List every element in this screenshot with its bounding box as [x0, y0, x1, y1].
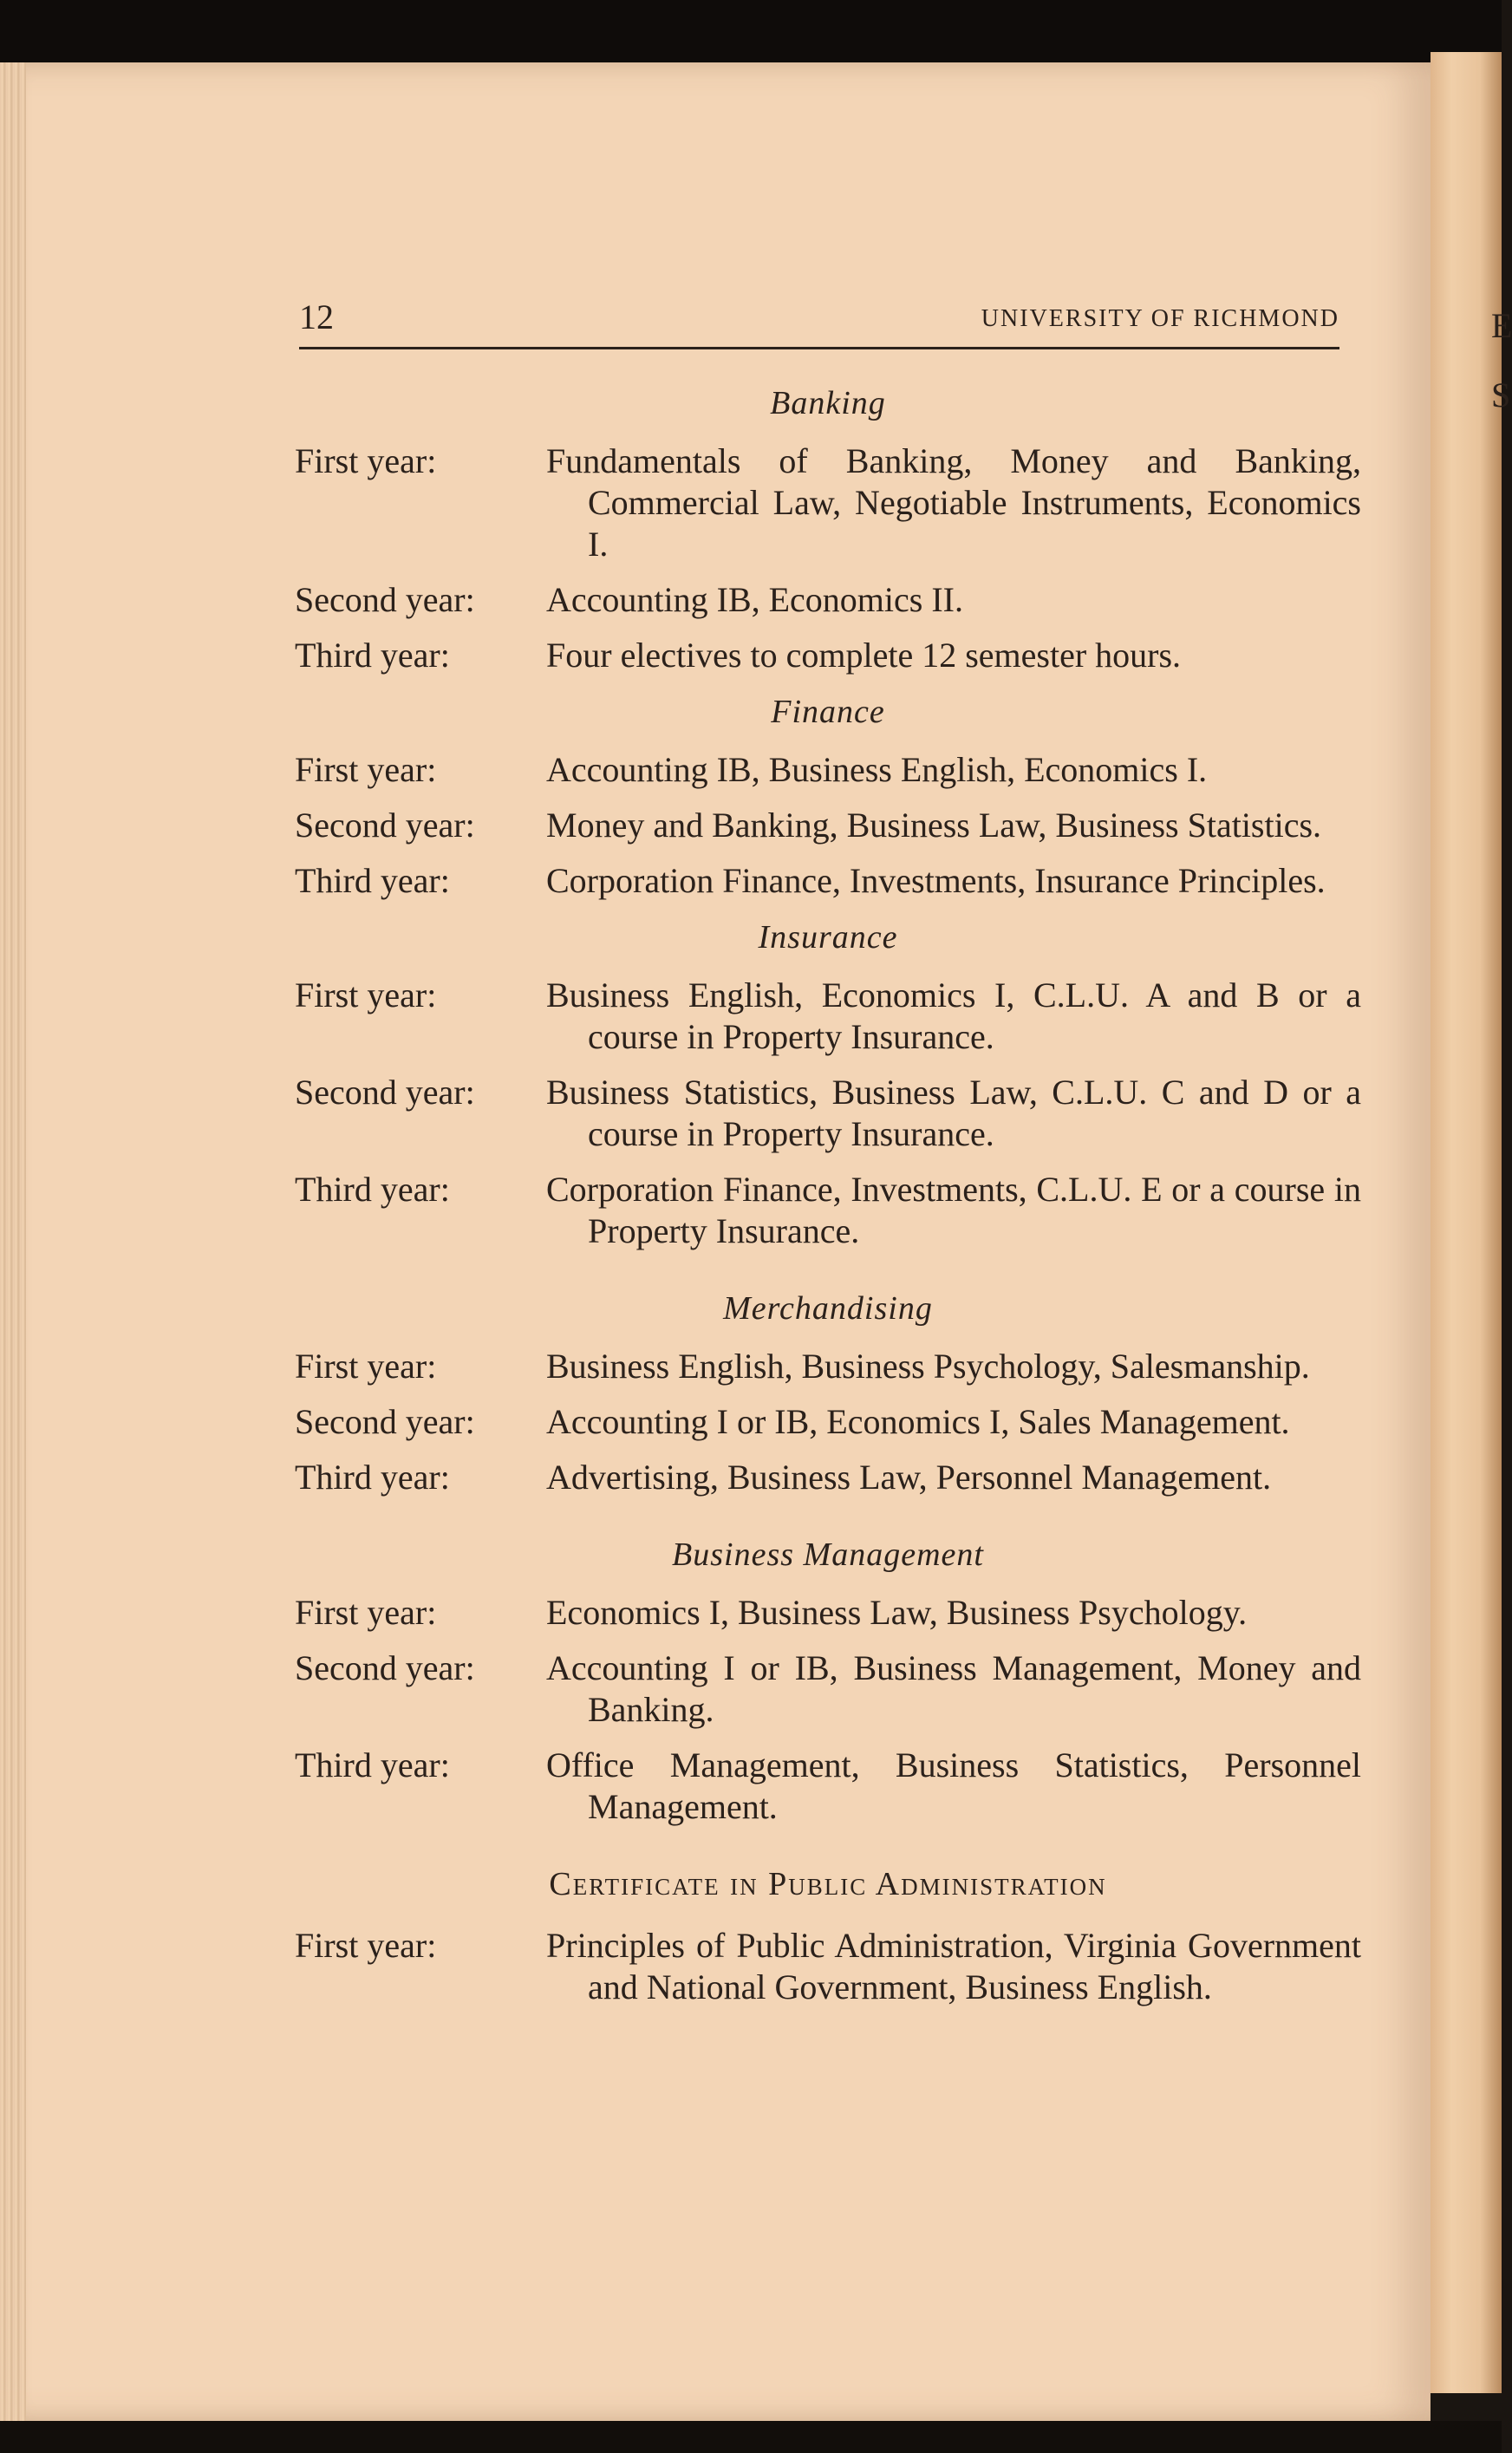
year-label: Second year:	[295, 1402, 475, 1441]
course-list: Money and Banking, Business Law, Business Statistics.	[546, 806, 1322, 845]
course-list: Four electives to complete 12 semester hours.	[546, 636, 1182, 675]
course-list: Principles of Public Administration, Virginia Government and National Government, Business English.	[546, 1926, 1361, 2006]
course-list: Economics I, Business Law, Business Psychology.	[546, 1593, 1248, 1632]
curriculum-row	[295, 1072, 1361, 1155]
course-list: Business English, Business Psychology, Salesmanship.	[546, 1347, 1310, 1386]
section-business-management	[295, 1533, 1361, 1828]
course-list: Business English, Economics I, C.L.U. A and B or a course in Property Insurance.	[546, 975, 1361, 1056]
curriculum-row	[295, 1346, 1361, 1387]
section-insurance	[295, 916, 1361, 1252]
certificate-title: Certificate in Public Administration	[549, 1866, 1107, 1902]
curriculum-row	[295, 440, 1361, 565]
curriculum-row	[295, 579, 1361, 621]
year-label: Second year:	[295, 1648, 475, 1687]
section-title: Merchandising	[723, 1290, 933, 1327]
curriculum-row	[295, 1745, 1361, 1828]
scan-top-border	[0, 0, 1502, 62]
year-label: Third year:	[295, 1458, 450, 1497]
course-list: Accounting IB, Business English, Economics I.	[546, 750, 1208, 789]
curriculum-content	[295, 382, 1361, 2022]
year-label: First year:	[295, 1926, 437, 1965]
curriculum-row	[295, 1401, 1361, 1443]
adjacent-page-fragment: E	[1491, 306, 1512, 345]
course-list: Corporation Finance, Investments, C.L.U. E or a course in Property Insurance.	[546, 1170, 1361, 1250]
curriculum-row	[295, 805, 1361, 846]
section-finance	[295, 690, 1361, 902]
scan-bottom-border	[0, 2421, 1502, 2453]
page-stack-edge	[0, 62, 26, 2421]
year-label: First year:	[295, 750, 437, 789]
course-list: Fundamentals of Banking, Money and Banking, Commercial Law, Negotiable Instruments, Economics I.	[546, 441, 1361, 564]
curriculum-row	[295, 635, 1361, 676]
year-label: First year:	[295, 1347, 437, 1386]
section-merchandising	[295, 1287, 1361, 1498]
curriculum-row	[295, 975, 1361, 1058]
page-header	[299, 297, 1339, 349]
curriculum-row	[295, 749, 1361, 791]
page-number: 12	[299, 297, 334, 336]
course-list: Advertising, Business Law, Personnel Management.	[546, 1458, 1272, 1497]
section-title: Finance	[771, 694, 885, 730]
year-label: Second year:	[295, 580, 475, 619]
course-list: Accounting I or IB, Business Management, Money and Banking.	[546, 1648, 1361, 1729]
year-label: Second year:	[295, 806, 475, 845]
curriculum-row	[295, 1647, 1361, 1731]
year-label: First year:	[295, 975, 437, 1014]
curriculum-row	[295, 1169, 1361, 1252]
course-list: Accounting I or IB, Economics I, Sales Management.	[546, 1402, 1290, 1441]
year-label: Third year:	[295, 861, 450, 900]
course-list: Office Management, Business Statistics, Personnel Management.	[546, 1745, 1361, 1826]
running-title: UNIVERSITY OF RICHMOND	[981, 305, 1339, 332]
course-list: Accounting IB, Economics II.	[546, 580, 963, 619]
year-label: Third year:	[295, 1170, 450, 1209]
section-banking	[295, 382, 1361, 676]
year-label: First year:	[295, 1593, 437, 1632]
adjacent-page-fragment: S	[1491, 375, 1511, 414]
year-label: First year:	[295, 441, 437, 480]
section-title: Business Management	[672, 1536, 984, 1573]
curriculum-row	[295, 860, 1361, 902]
curriculum-row	[295, 1925, 1361, 2008]
curriculum-row	[295, 1457, 1361, 1498]
course-list: Business Statistics, Business Law, C.L.U. C and D or a course in Property Insurance.	[546, 1073, 1361, 1153]
adjacent-page-edge	[1431, 52, 1512, 2393]
section-title: Banking	[770, 385, 886, 421]
year-label: Third year:	[295, 1745, 450, 1784]
year-label: Second year:	[295, 1073, 475, 1112]
header-rule	[299, 347, 1339, 349]
section-certificate-public-administration	[295, 1863, 1361, 2008]
year-label: Third year:	[295, 636, 450, 675]
curriculum-row	[295, 1592, 1361, 1634]
section-title: Insurance	[758, 919, 898, 956]
course-list: Corporation Finance, Investments, Insurance Principles.	[546, 861, 1326, 900]
